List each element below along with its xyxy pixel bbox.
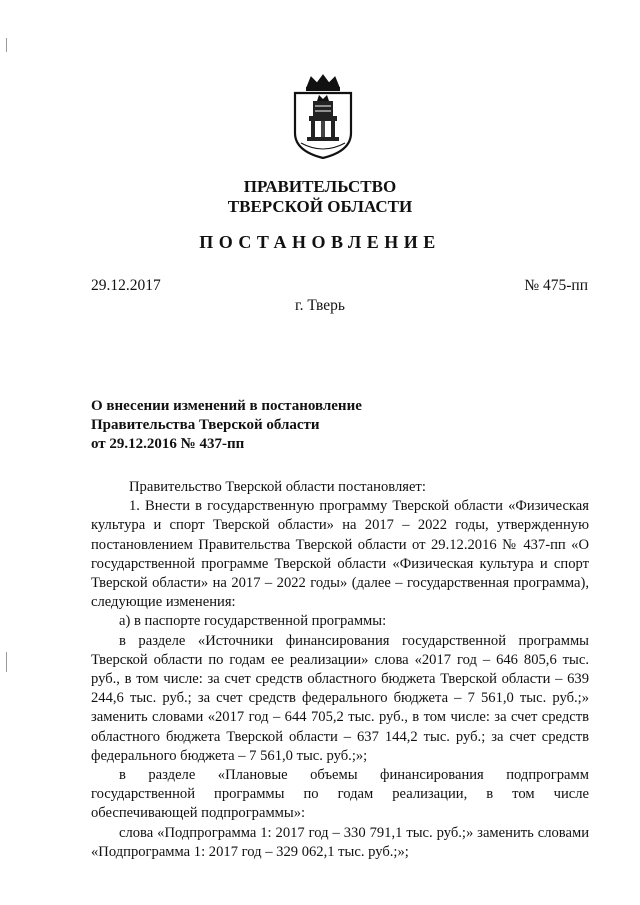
body-paragraph-subprogram-1: слова «Подпрограмма 1: 2017 год – 330 791,1 тыс. руб.;» заменить словами «Подпрограмма 1: 2017 год – 329 062,1 тыс. руб.;»; <box>91 824 589 860</box>
document-date: 29.12.2017 <box>91 277 161 294</box>
subject-line: от 29.12.2016 № 437-пп <box>91 436 245 452</box>
tver-coat-of-arms-icon <box>289 73 357 159</box>
margin-mark <box>6 38 7 52</box>
body-paragraph-planned-volumes: в разделе «Плановые объемы финансирования подпрограмм государственной программы по годам реализации, в том числе обеспечивающей подпрограммы»: <box>91 767 589 822</box>
authority-name-line2: ТВЕРСКОЙ ОБЛАСТИ <box>227 197 413 216</box>
body-paragraph-subitem-a: а) в паспорте государственной программы: <box>119 613 387 630</box>
document-body <box>91 478 589 862</box>
subject-line: Правительства Тверской области <box>91 417 320 433</box>
document-number: № 475-пп <box>524 277 588 294</box>
document-subject <box>91 397 362 454</box>
subject-line: О внесении изменений в постановление <box>91 398 362 414</box>
document-type: ПОСТАНОВЛЕНИЕ <box>199 232 441 252</box>
body-paragraph-item-1: 1. Внести в государственную программу Тверской области «Физическая культура и спорт Тверской области» на 2017 – 2022 годы, утвержденную постановлением Правительства Тверской области от 29.12.2016 № 437-пп «О государственной программе Тверской области «Физическая культура и спорт Тверской области» на 2017 – 2022 годы» (далее – государственная программа), следующие изменения: <box>91 498 589 611</box>
body-paragraph-funding-sources: в разделе «Источники финансирования государственной программы Тверской области по годам ее реализации» слова «2017 год – 646 805,6 тыс. руб., в том числе: за счет средств областного бюджета Тверской области – 639 244,6 тыс. руб.; за счет средств федерального бюджета – 7 561,0 тыс. руб.;» заменить словами «2017 год – 644 705,2 тыс. руб., в том числе: за счет средств областного бюджета Тверской области – 637 144,2 тыс. руб.; за счет средств федерального бюджета – 7 561,0 тыс. руб.;»; <box>91 632 589 764</box>
document-city: г. Тверь <box>295 297 345 314</box>
body-paragraph-preamble: Правительство Тверской области постановляет: <box>129 479 426 495</box>
authority-name-line1: ПРАВИТЕЛЬСТВО <box>243 177 397 196</box>
margin-mark <box>6 652 7 672</box>
